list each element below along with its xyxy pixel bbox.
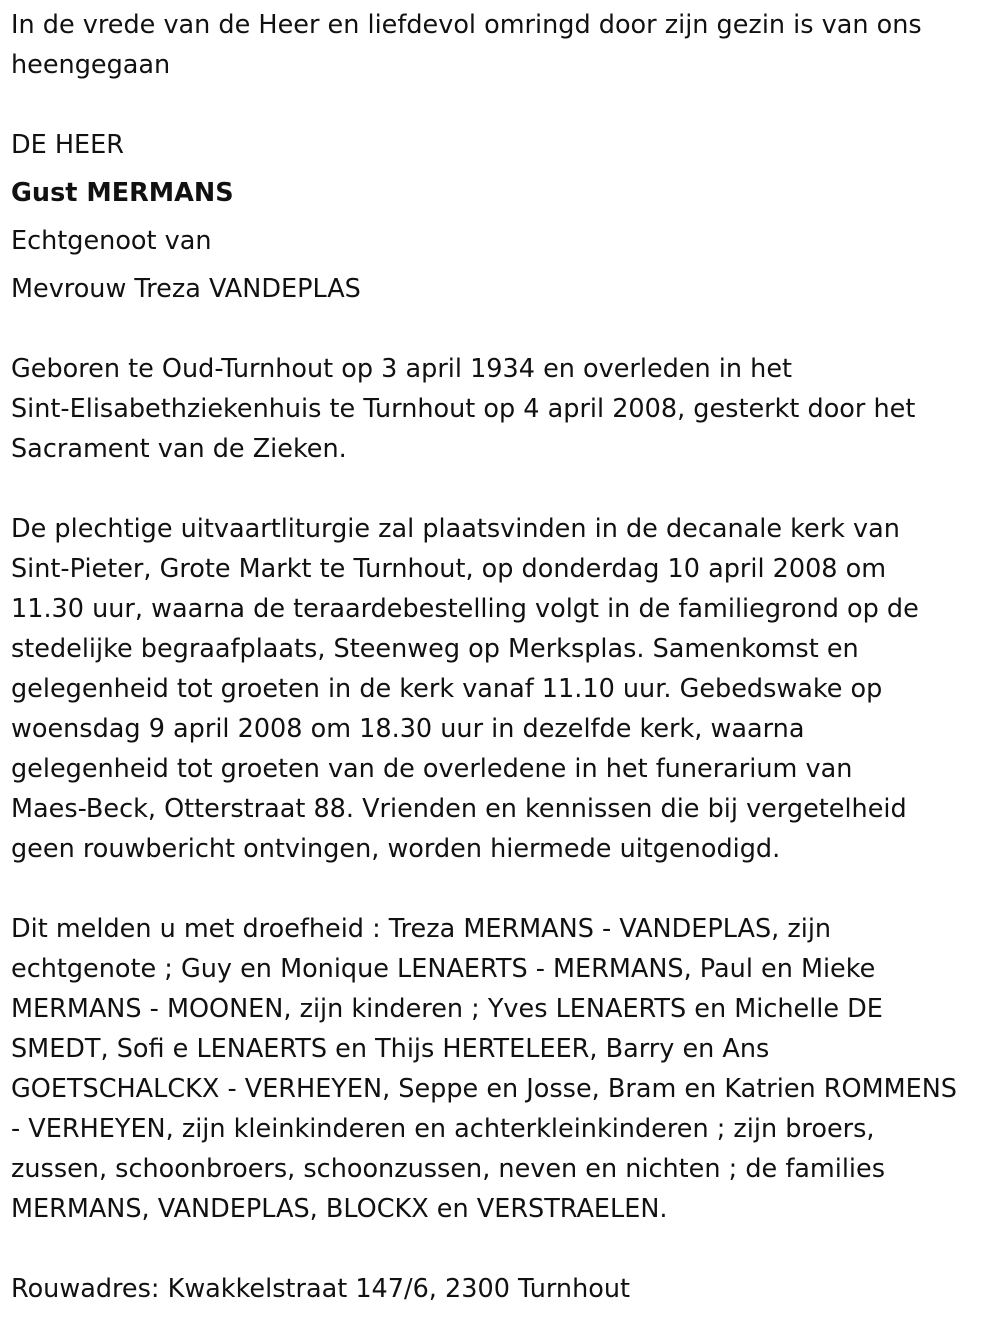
family-line: Dit melden u met droefheid : Treza MERMANS - VANDEPLAS, zijn — [11, 914, 832, 944]
family-line: zussen, schoonbroers, schoonzussen, neven en nichten ; de families — [11, 1154, 885, 1184]
intro-line: heengegaan — [11, 50, 171, 80]
funeral-paragraph — [11, 509, 996, 869]
funeral-line: gelegenheid tot groeten in de kerk vanaf 11.10 uur. Gebedswake op — [11, 674, 883, 704]
family-line: MERMANS, VANDEPLAS, BLOCKX en VERSTRAELEN. — [11, 1194, 668, 1224]
family-line: GOETSCHALCKX - VERHEYEN, Seppe en Josse, Bram en Katrien ROMMENS — [11, 1074, 957, 1104]
funeral-line: Sint-Pieter, Grote Markt te Turnhout, op donderdag 10 april 2008 om — [11, 554, 887, 584]
birth-line: Geboren te Oud-Turnhout op 3 april 1934 en overleden in het — [11, 354, 793, 384]
deceased-name: Gust MERMANS — [11, 178, 234, 208]
family-line: SMEDT, Sofi e LENAERTS en Thijs HERTELEER, Barry en Ans — [11, 1034, 770, 1064]
funeral-line: gelegenheid tot groeten van de overledene in het funerarium van — [11, 754, 853, 784]
funeral-line: geen rouwbericht ontvingen, worden hiermede uitgenodigd. — [11, 834, 781, 864]
family-line: MERMANS - MOONEN, zijn kinderen ; Yves LENAERTS en Michelle DE — [11, 994, 883, 1024]
spouse-name: Mevrouw Treza VANDEPLAS — [11, 274, 361, 304]
birth-line: Sacrament van de Zieken. — [11, 434, 347, 464]
mourning-address: Rouwadres: Kwakkelstraat 147/6, 2300 Turnhout — [11, 1274, 631, 1304]
honorific-title: DE HEER — [11, 130, 124, 160]
funeral-line: Maes-Beck, Otterstraat 88. Vrienden en kennissen die bij vergetelheid — [11, 794, 907, 824]
birth-line: Sint-Elisabethziekenhuis te Turnhout op 4 april 2008, gesterkt door het — [11, 394, 916, 424]
intro-paragraph — [11, 5, 996, 85]
birth-death-paragraph — [11, 349, 996, 469]
funeral-line: stedelijke begraafplaats, Steenweg op Merksplas. Samenkomst en — [11, 634, 859, 664]
family-paragraph — [11, 909, 996, 1229]
intro-line: In de vrede van de Heer en liefdevol omringd door zijn gezin is van ons — [11, 10, 922, 40]
funeral-line: woensdag 9 april 2008 om 18.30 uur in dezelfde kerk, waarna — [11, 714, 805, 744]
funeral-line: De plechtige uitvaartliturgie zal plaatsvinden in de decanale kerk van — [11, 514, 900, 544]
family-line: - VERHEYEN, zijn kleinkinderen en achterkleinkinderen ; zijn broers, — [11, 1114, 875, 1144]
spouse-label: Echtgenoot van — [11, 226, 212, 256]
funeral-line: 11.30 uur, waarna de teraardebestelling volgt in de familiegrond op de — [11, 594, 919, 624]
family-line: echtgenote ; Guy en Monique LENAERTS - MERMANS, Paul en Mieke — [11, 954, 876, 984]
